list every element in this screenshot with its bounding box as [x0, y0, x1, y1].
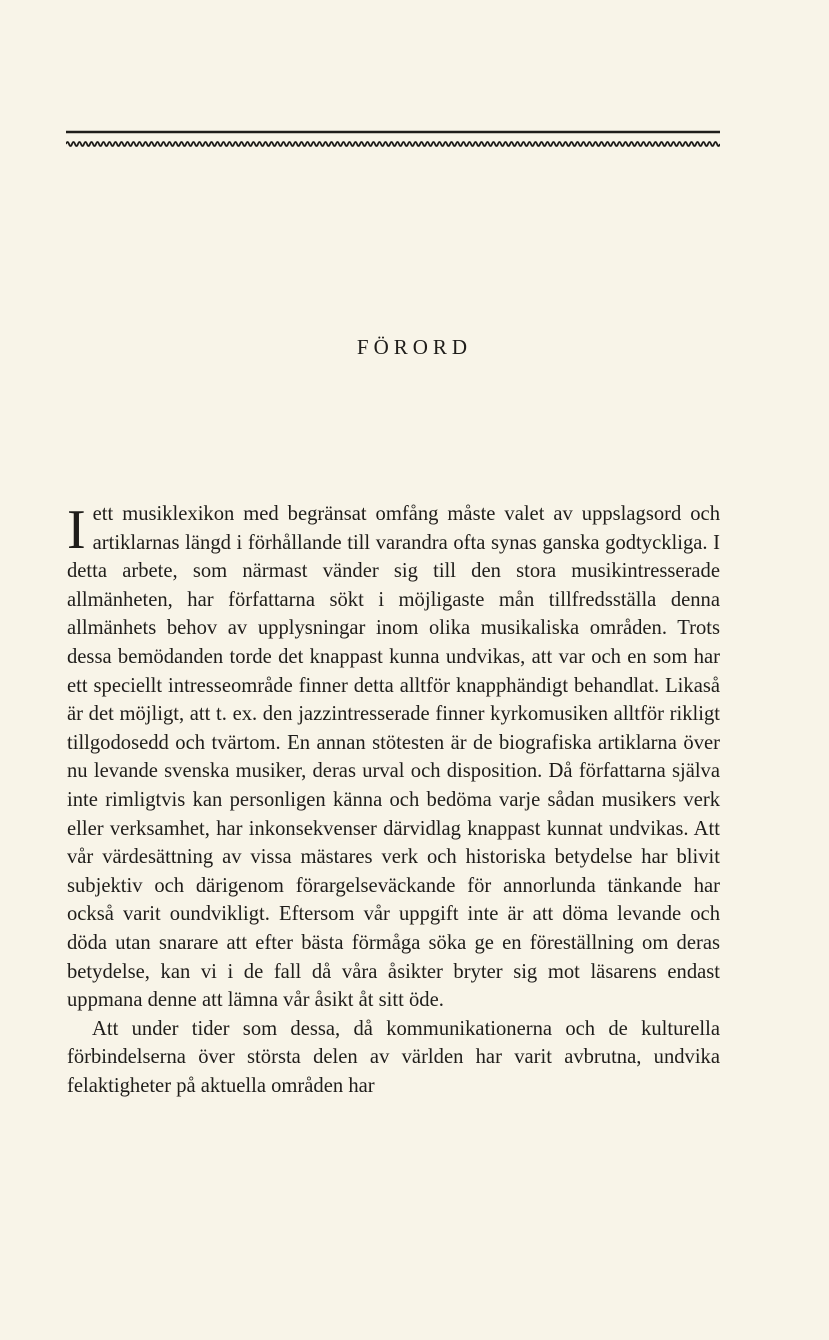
ornamental-rule	[66, 128, 720, 154]
preface-body	[67, 500, 720, 1100]
paragraph-1	[67, 500, 720, 1015]
page-title: FÖRORD	[356, 335, 473, 359]
drop-cap: I	[67, 499, 86, 561]
paragraph-2	[67, 1015, 720, 1101]
paragraph-2-text: Att under tider som dessa, då kommunikationerna och de kulturella förbindelserna över största delen av världen har varit avbrutna, undvika felaktigheter på aktuella områden har	[67, 1017, 720, 1097]
ornament-wavy-line	[66, 142, 720, 146]
paragraph-1-text: ett musiklexikon med begränsat omfång måste valet av uppslagsord och artiklarnas längd i förhållande till varandra ofta synas ganska godtyckliga. I detta arbete, som närmast vänder sig till den stora musikintresserade allmänheten, har författarna sökt i möjligaste mån tillfredsställa denna allmänhets behov av upplysningar inom olika musikaliska områden. Trots dessa bemödanden torde det knappast kunna undvikas, att var och en som har ett speciellt intresseområde finner detta alltför knapphändigt behandlat. Likaså är det möjligt, att t. ex. den jazzintresserade finner kyrkomusiken alltför rikligt tillgodosedd och tvärtom. En annan stötesten är de biografiska artiklarna över nu levande svenska musiker, deras urval och disposition. Då författarna själva inte rimligtvis kan personligen känna och bedöma varje sådan musikers verk eller verksamhet, har inkonsekvenser därvidlag knappast kunnat undvikas. Att vår värdesättning av vissa mästares verk och historiska betydelse har blivit subjektiv och därigenom förargelseväckande för annorlunda tänkande har också varit oundvikligt. Eftersom vår uppgift inte är att döma levande och döda utan snarare att efter bästa förmåga söka ge en föreställning om deras betydelse, kan vi i de fall då våra åsikter bryter sig mot läsarens endast uppmana denne att lämna vår åsikt åt sitt öde.	[67, 503, 720, 1012]
